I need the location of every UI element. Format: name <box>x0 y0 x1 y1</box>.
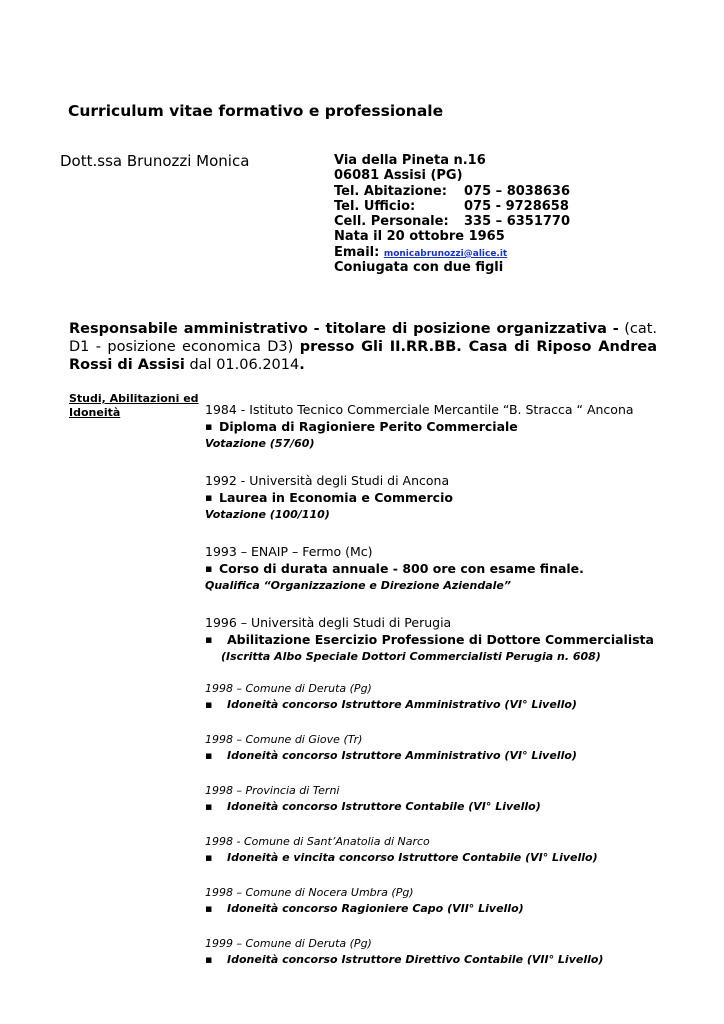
position-end-dot: . <box>299 357 305 373</box>
section-label-line1: Studi, Abilitazioni ed <box>69 392 199 405</box>
birth-date: Nata il 20 ottobre 1965 <box>334 229 505 245</box>
entry-item-text: Idoneità concorso Ragioniere Capo (VII° Livello) <box>227 902 524 915</box>
email-label: Email: <box>334 244 380 260</box>
city: 06081 Assisi (PG) <box>334 168 463 184</box>
phone-office-label: Tel. Ufficio: <box>334 198 416 214</box>
section-label <box>69 392 199 420</box>
education-list <box>205 401 665 976</box>
current-position <box>69 320 657 374</box>
phone-office <box>334 199 570 214</box>
list-item <box>205 681 665 732</box>
list-item <box>205 834 665 885</box>
list-item <box>205 732 665 783</box>
bullet-icon: ▪ <box>205 420 213 433</box>
phone-home-label: Tel. Abitazione: <box>334 183 447 199</box>
entry-item <box>205 901 665 917</box>
bullet-icon: ▪ <box>205 851 213 864</box>
list-item <box>205 885 665 936</box>
entry-head: 1998 – Comune di Nocera Umbra (Pg) <box>205 886 414 899</box>
phone-home-value: 075 – 8038636 <box>464 183 571 199</box>
entry-item-text: Abilitazione Esercizio Professione di Dottore Commercialista <box>227 632 654 647</box>
position-role: Responsabile amministrativo - titolare di posizione organizzativa - <box>69 321 619 337</box>
bullet-icon: ▪ <box>205 800 213 813</box>
bullet-icon: ▪ <box>205 749 213 762</box>
email-row <box>334 245 570 260</box>
entry-head: 1998 – Provincia di Terni <box>205 784 340 797</box>
position-since: dal 01.06.2014 <box>184 357 300 373</box>
list-item <box>205 543 665 614</box>
entry-head: 1993 – ENAIP – Fermo (Mc) <box>205 544 373 559</box>
bullet-icon: ▪ <box>205 491 213 504</box>
entry-item <box>205 799 665 815</box>
bullet-icon: ▪ <box>205 633 213 646</box>
document-title: Curriculum vitae formativo e professionale <box>68 102 444 120</box>
entry-note: Votazione (100/110) <box>205 508 330 521</box>
entry-head: 1992 - Università degli Studi di Ancona <box>205 473 450 488</box>
phone-home <box>334 184 570 199</box>
email-link[interactable]: monicabrunozzi@alice.it <box>383 248 508 259</box>
entry-item <box>205 418 665 436</box>
entry-head: 1999 – Comune di Deruta (Pg) <box>205 937 372 950</box>
entry-item-text: Diploma di Ragioniere Perito Commerciale <box>219 419 518 434</box>
bullet-icon: ▪ <box>205 698 213 711</box>
entry-item <box>205 952 665 968</box>
family-status: Coniugata con due figli <box>334 260 504 276</box>
entry-item-text: Idoneità concorso Istruttore Contabile (VI° Livello) <box>227 800 541 813</box>
entry-item <box>205 631 665 649</box>
contact-block <box>334 153 570 275</box>
section-label-line2: Idoneità <box>69 406 121 419</box>
entry-item <box>205 748 665 764</box>
phone-mobile <box>334 214 570 229</box>
phone-mobile-label: Cell. Personale: <box>334 214 449 230</box>
candidate-name: Dott.ssa Brunozzi Monica <box>60 152 250 170</box>
entry-item-text: Corso di durata annuale - 800 ore con esame finale. <box>219 561 584 576</box>
entry-item-text: Idoneità concorso Istruttore Amministrativo (VI° Livello) <box>227 698 577 711</box>
bullet-icon: ▪ <box>205 902 213 915</box>
entry-item <box>205 560 665 578</box>
entry-item <box>205 697 665 713</box>
entry-item-text: Idoneità concorso Istruttore Amministrativo (VI° Livello) <box>227 749 577 762</box>
entry-item-text: Laurea in Economia e Commercio <box>219 490 453 505</box>
list-item <box>205 401 665 472</box>
entry-item-text: Idoneità e vincita concorso Istruttore Contabile (VI° Livello) <box>227 851 598 864</box>
list-item <box>205 472 665 543</box>
list-item <box>205 936 665 976</box>
entry-note: Votazione (57/60) <box>205 437 315 450</box>
position-employer: presso Gli II.RR.BB. Casa di Riposo Andrea Rossi di Assisi <box>69 339 657 373</box>
entry-head: 1984 - Istituto Tecnico Commerciale Mercantile “B. Stracca “ Ancona <box>205 402 634 417</box>
entry-note: Qualifica “Organizzazione e Direzione Aziendale” <box>205 579 511 592</box>
address: Via della Pineta n.16 <box>334 153 486 168</box>
entry-note: (Iscritta Albo Speciale Dottori Commercialisti Perugia n. 608) <box>221 650 601 663</box>
entry-head: 1996 – Università degli Studi di Perugia <box>205 615 452 630</box>
entry-item <box>205 489 665 507</box>
entry-item-text: Idoneità concorso Istruttore Direttivo Contabile (VII° Livello) <box>227 953 604 966</box>
phone-office-value: 075 - 9728658 <box>464 198 569 214</box>
entry-item <box>205 850 665 866</box>
entry-head: 1998 – Comune di Giove (Tr) <box>205 733 363 746</box>
bullet-icon: ▪ <box>205 953 213 966</box>
position-category: (cat. D1 - posizione economica D3) <box>69 321 658 355</box>
list-item <box>205 614 665 681</box>
entry-head: 1998 – Comune di Deruta (Pg) <box>205 682 372 695</box>
entry-head: 1998 - Comune di Sant’Anatolia di Narco <box>205 835 430 848</box>
phone-mobile-value: 335 – 6351770 <box>464 214 571 230</box>
bullet-icon: ▪ <box>205 562 213 575</box>
list-item <box>205 783 665 834</box>
